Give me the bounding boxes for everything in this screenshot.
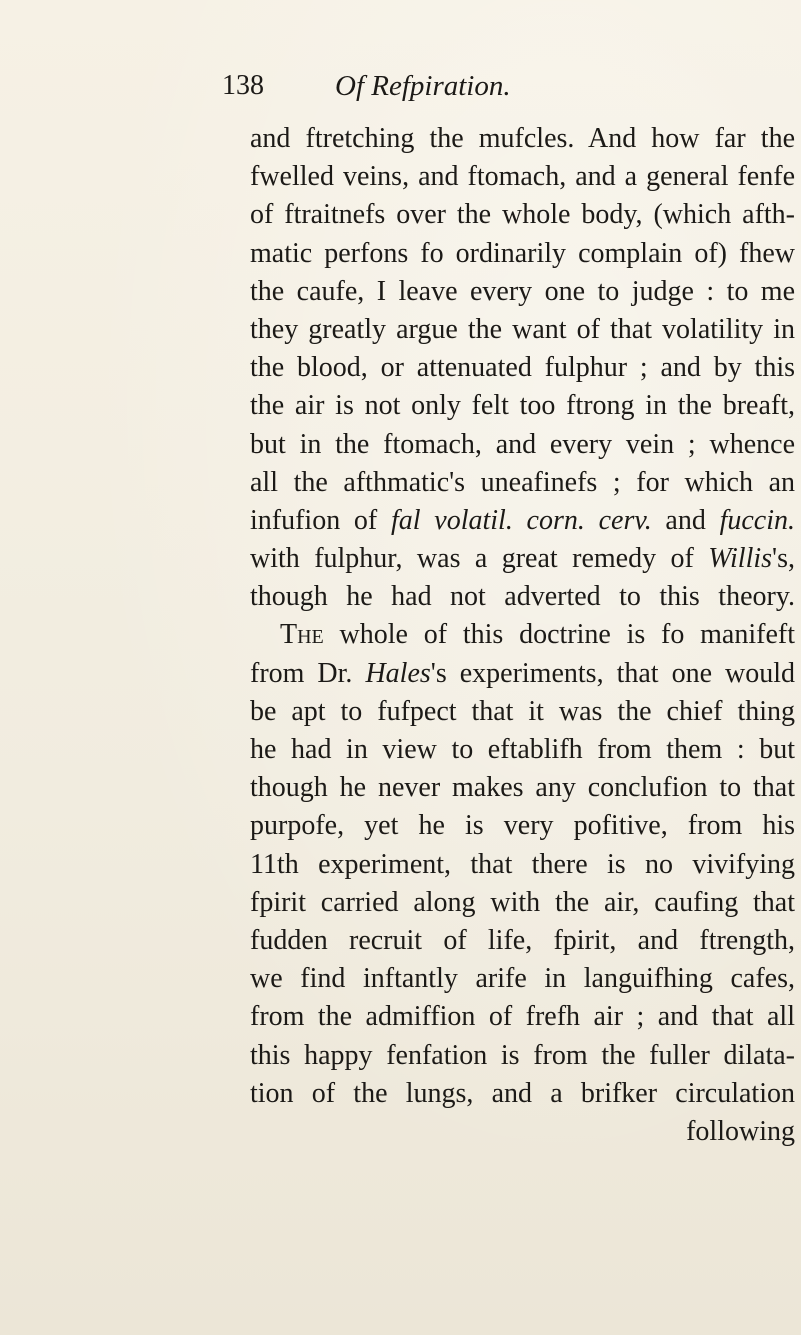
text-line xyxy=(250,502,795,540)
text-run: this happy fenfation is from the fuller dilata- xyxy=(250,1039,795,1071)
text-run: following xyxy=(686,1115,795,1147)
text-line xyxy=(250,922,795,960)
text-line xyxy=(250,998,795,1036)
text-run: fal volatil. corn. cerv. xyxy=(390,504,652,536)
text-line xyxy=(250,578,795,616)
text-line xyxy=(250,1113,795,1151)
text-run: 's experiments, that one would xyxy=(430,657,795,689)
text-line xyxy=(250,693,795,731)
text-run: The xyxy=(280,619,324,651)
text-line xyxy=(250,120,795,158)
text-line xyxy=(250,655,795,693)
text-line xyxy=(250,616,795,654)
text-run: and xyxy=(651,504,720,536)
text-line xyxy=(250,807,795,845)
text-line xyxy=(250,1037,795,1075)
text-run: from the admiffion of frefh air ; and that all xyxy=(250,1001,795,1033)
text-run: whole of this doctrine is fo manifeft xyxy=(323,619,795,651)
text-run: purpofe, yet he is very pofitive, from his xyxy=(250,810,795,842)
text-run: fpirit carried along with the air, caufing that xyxy=(250,886,795,918)
text-run: all the afthmatic's uneafinefs ; for which an xyxy=(250,466,795,498)
page-header xyxy=(222,70,782,110)
text-run: be apt to fufpect that it was the chief thing xyxy=(250,695,795,727)
text-run: tion of the lungs, and a brifker circulation xyxy=(250,1077,795,1109)
text-line xyxy=(250,273,795,311)
text-line xyxy=(250,158,795,196)
text-run: of ftraitnefs over the whole body, (which afth- xyxy=(250,199,795,231)
text-run: the air is not only felt too ftrong in the breaft, xyxy=(250,390,795,422)
running-head: Of Refpiration. xyxy=(335,70,511,102)
text-line xyxy=(250,387,795,425)
text-run: they greatly argue the want of that volatility in xyxy=(250,313,795,345)
text-line xyxy=(250,311,795,349)
text-line xyxy=(250,464,795,502)
text-run: matic perfons fo ordinarily complain of) fhew xyxy=(250,237,795,269)
text-line xyxy=(250,540,795,578)
text-run: fudden recruit of life, fpirit, and ftrength, xyxy=(250,924,795,956)
text-run: 's, xyxy=(772,543,795,575)
text-run: with fulphur, was a great remedy of xyxy=(250,543,709,575)
text-line xyxy=(250,196,795,234)
text-run: he had in view to eftablifh from them : but xyxy=(250,734,795,765)
text-line xyxy=(250,769,795,807)
text-run: Willis xyxy=(708,543,773,575)
text-line xyxy=(250,731,795,769)
text-run: though he had not adverted to this theory. xyxy=(250,581,795,613)
text-run: 11th experiment, that there is no vivifying xyxy=(250,848,795,880)
text-run: Hales xyxy=(365,657,431,689)
text-run: the caufe, I leave every one to judge : to me xyxy=(250,275,795,307)
text-run: the blood, or attenuated fulphur ; and by this xyxy=(250,352,795,384)
text-run: though he never makes any conclufion to that xyxy=(250,772,795,804)
text-line xyxy=(250,1075,795,1113)
body-text xyxy=(250,120,795,1151)
text-run: we find inftantly arife in languifhing cafes, xyxy=(250,963,795,995)
text-line xyxy=(250,960,795,998)
text-run: infufion of xyxy=(250,504,391,536)
text-line xyxy=(250,426,795,464)
text-run: but in the ftomach, and every vein ; whence xyxy=(250,428,795,460)
text-run: fuccin. xyxy=(719,504,796,536)
text-line xyxy=(250,846,795,884)
page-number: 138 xyxy=(222,70,264,101)
text-run: fwelled veins, and ftomach, and a general fenfe xyxy=(250,161,795,193)
text-run: and ftretching the mufcles. And how far the xyxy=(250,123,795,154)
text-line xyxy=(250,349,795,387)
text-line xyxy=(250,884,795,922)
text-run: from Dr. xyxy=(250,657,366,689)
text-line xyxy=(250,235,795,273)
